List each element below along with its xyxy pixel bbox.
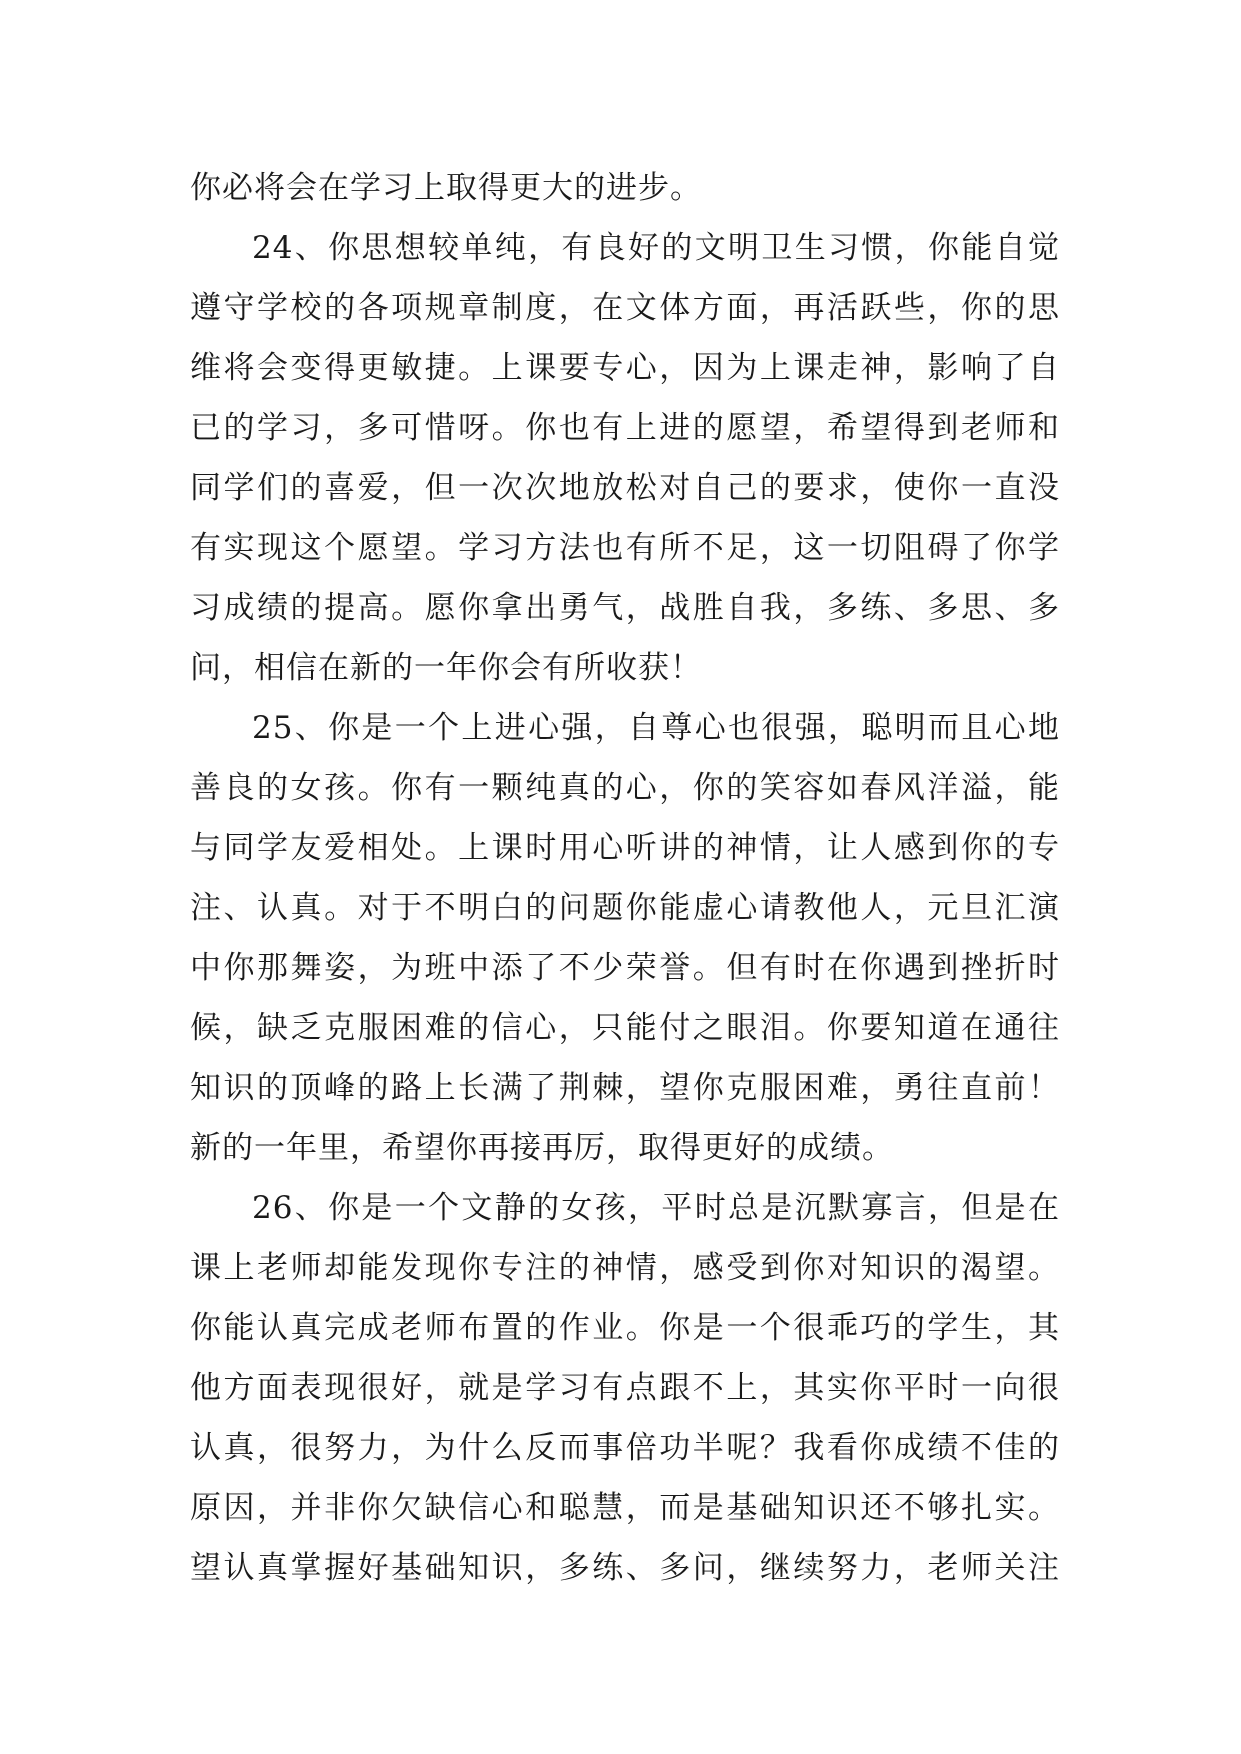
- text-line: 认真，很努力，为什么反而事倍功半呢？我看你成绩不佳的: [190, 1430, 1060, 1466]
- text-line: 同学们的喜爱，但一次次地放松对自己的要求，使你一直没: [190, 470, 1060, 506]
- text-line: 问，相信在新的一年你会有所收获！: [190, 650, 702, 686]
- text-line: 26、你是一个文静的女孩，平时总是沉默寡言，但是在: [252, 1190, 1060, 1226]
- text-line: 望认真掌握好基础知识，多练、多问，继续努力，老师关注: [190, 1550, 1060, 1586]
- document-body: [190, 158, 1060, 1598]
- text-line: 有实现这个愿望。学习方法也有所不足，这一切阻碍了你学: [190, 530, 1060, 566]
- text-line: 他方面表现很好，就是学习有点跟不上，其实你平时一向很: [190, 1370, 1060, 1406]
- text-line: 课上老师却能发现你专注的神情，感受到你对知识的渴望。: [190, 1250, 1060, 1286]
- text-line: 遵守学校的各项规章制度，在文体方面，再活跃些，你的思: [190, 290, 1060, 326]
- text-line: 你能认真完成老师布置的作业。你是一个很乖巧的学生，其: [190, 1310, 1060, 1346]
- text-line: 中你那舞姿，为班中添了不少荣誉。但有时在你遇到挫折时: [190, 950, 1060, 986]
- text-line: 习成绩的提高。愿你拿出勇气，战胜自我，多练、多思、多: [190, 590, 1060, 626]
- text-line: 善良的女孩。你有一颗纯真的心，你的笑容如春风洋溢，能: [190, 770, 1060, 806]
- text-line: 候，缺乏克服困难的信心，只能付之眼泪。你要知道在通往: [190, 1010, 1060, 1046]
- text-line: 25、你是一个上进心强，自尊心也很强，聪明而且心地: [252, 710, 1060, 746]
- text-line: 与同学友爱相处。上课时用心听讲的神情，让人感到你的专: [190, 830, 1060, 866]
- text-line: 24、你思想较单纯，有良好的文明卫生习惯，你能自觉: [252, 230, 1060, 266]
- text-line: 知识的顶峰的路上长满了荆棘，望你克服困难，勇往直前！: [190, 1070, 1060, 1106]
- text-line: 原因，并非你欠缺信心和聪慧，而是基础知识还不够扎实。: [190, 1490, 1060, 1526]
- text-line: 你必将会在学习上取得更大的进步。: [190, 170, 702, 206]
- text-line: 维将会变得更敏捷。上课要专心，因为上课走神，影响了自: [190, 350, 1060, 386]
- text-line: 已的学习，多可惜呀。你也有上进的愿望，希望得到老师和: [190, 410, 1060, 446]
- text-line: 注、认真。对于不明白的问题你能虚心请教他人，元旦汇演: [190, 890, 1060, 926]
- text-line: 新的一年里，希望你再接再厉，取得更好的成绩。: [190, 1130, 894, 1166]
